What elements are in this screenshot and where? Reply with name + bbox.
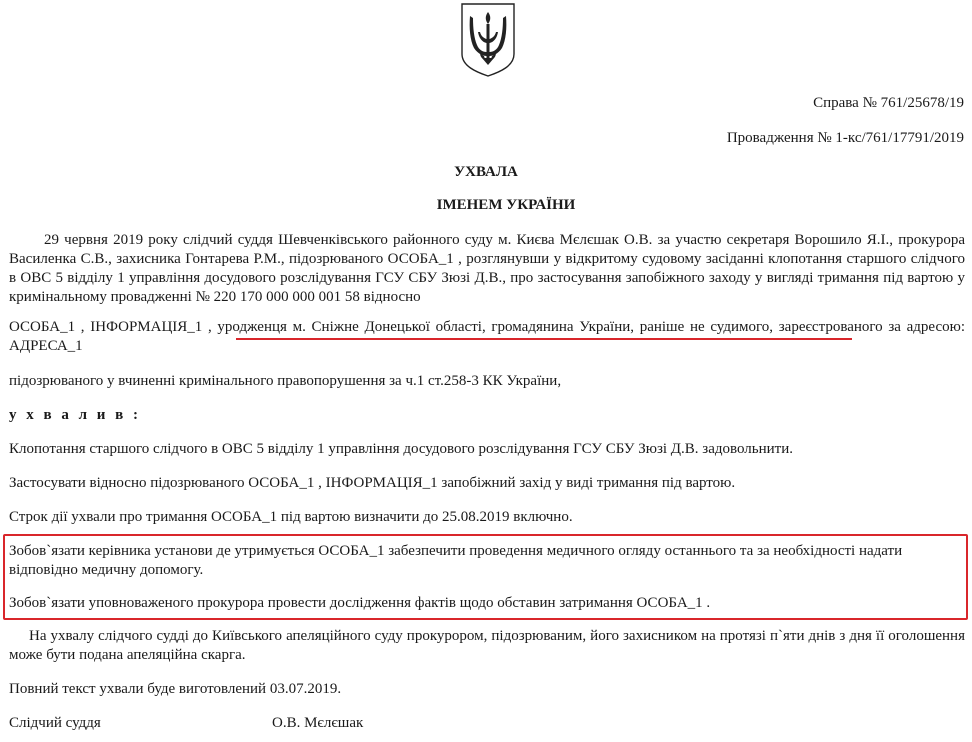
suspect-paragraph: підозрюваного у вчиненні кримінального правопорушення за ч.1 ст.258-3 КК України, xyxy=(9,373,562,389)
person-paragraph: ОСОБА_1 , ІНФОРМАЦІЯ_1 , уродженця м. Сніжне Донецької області, громадянина України, раніше не судимого, зареєстрованого за адресою: АДРЕСА_1 xyxy=(9,319,965,354)
ukraine-trident-emblem-icon xyxy=(458,2,518,78)
in-name-title: ІМЕНЕМ УКРАЇНИ xyxy=(436,197,576,213)
red-highlight-box xyxy=(3,534,968,620)
oblige-medical-paragraph: Зобов`язати керівника установи де утримується ОСОБА_1 забезпечити проведення медичного огляду останнього та за необхідності надати відповідно медичну допомогу. xyxy=(9,543,903,578)
full-text-paragraph: Повний текст ухвали буде виготовлений 03.07.2019. xyxy=(9,681,342,697)
appeal-paragraph: На ухвалу слідчого судді до Київського апеляційного суду прокурором, підозрюваним, його захисником на протязі п`яти днів з дня її оголошення може бути подана апеляційна скарга. xyxy=(9,628,965,663)
oblige-prosecutor-paragraph: Зобов`язати уповноваженого прокурора провести дослідження фактів щодо обставин затримання ОСОБА_1 . xyxy=(9,595,711,611)
signature-role: Слідчий суддя xyxy=(9,715,101,731)
red-highlight-underline xyxy=(236,338,852,340)
decided-heading: у х в а л и в : xyxy=(9,407,142,423)
apply-measure-paragraph: Застосувати відносно підозрюваного ОСОБА_1 , ІНФОРМАЦІЯ_1 запобіжний захід у виді тримання під вартою. xyxy=(9,475,736,491)
signature-name: О.В. Мєлєшак xyxy=(272,715,364,731)
proceeding-number: Провадження № 1-кс/761/17791/2019 xyxy=(726,130,964,146)
grant-paragraph: Клопотання старшого слідчого в ОВС 5 відділу 1 управління досудового розслідування ГСУ СБУ Зюзі Д.В. задовольнити. xyxy=(9,441,793,457)
case-number: Справа № 761/25678/19 xyxy=(813,95,964,111)
intro-paragraph: 29 червня 2019 року слідчий суддя Шевченківського районного суду м. Києва Мєлєшак О.В. за участю секретаря Ворошило Я.І., прокурора Василенка С.В., захисника Гонтарева Р.М., підозрюваного ОСОБА_1 , розглянувши у відкритому судовому засіданні клопотання старшого слідчого в ОВС 5 відділу 1 управління досудового розслідування ГСУ СБУ Зюзі Д.В., про застосування запобіжного заходу у вигляді тримання під вартою у кримінальному провадженні № 220 170 000 000 001 58 відносно xyxy=(9,232,965,305)
term-paragraph: Строк дії ухвали про тримання ОСОБА_1 під вартою визначити до 25.08.2019 включно. xyxy=(9,509,573,525)
ruling-title: УХВАЛА xyxy=(454,164,518,180)
